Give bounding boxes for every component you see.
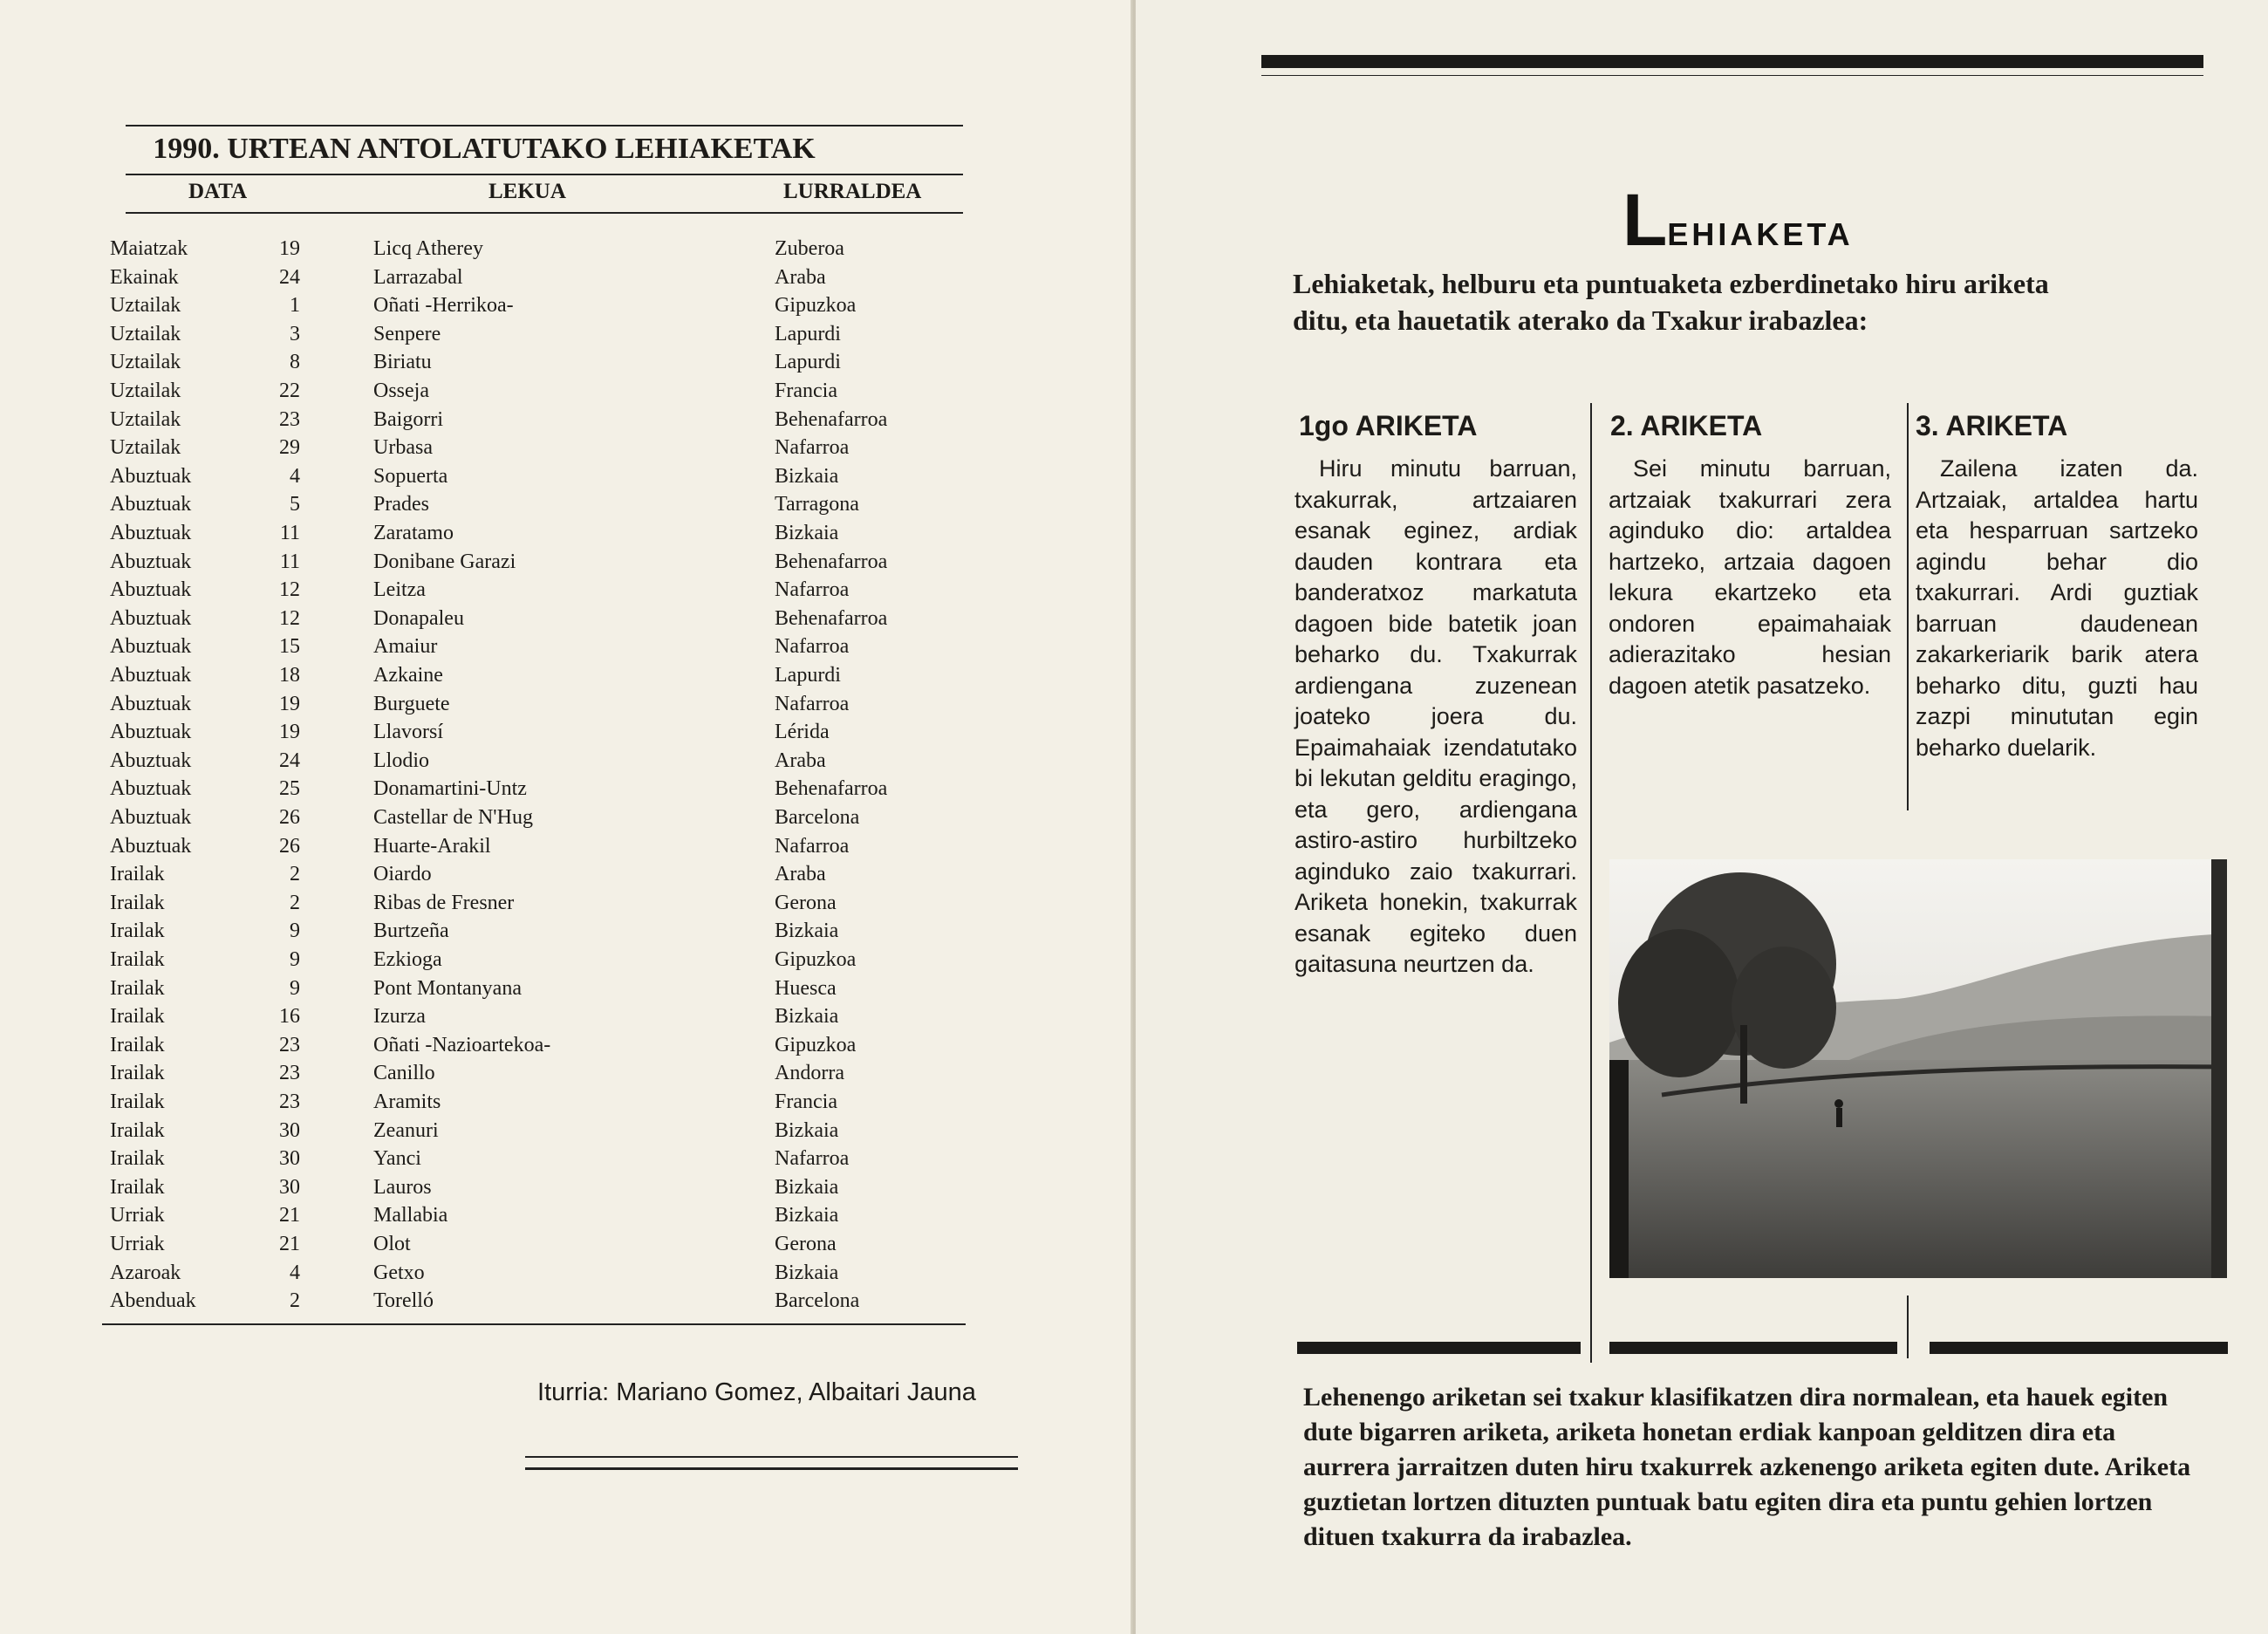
cell-month: Ekainak [110, 266, 179, 289]
cell-place: Senpere [373, 323, 441, 345]
table-row [0, 436, 1003, 464]
exercise-1-body: Hiru minutu barruan, txakurrak, artzaiaren esanak eginez, ardiak dauden kontrara eta banderatxoz markatuta dagoen bide batetik joan beharko du. Txakurrak ardienganа zuzenean joateko joera du. Epaimahaiak izendatutako bi lekutan gelditu eragingo, eta gero, ardiengana astiro-astiro hurbiltzeko aginduko zaio txakurrari. Ariketa honekin, txakurrak esanak egiteko duen gaitasuna neurtzen da. [1295, 455, 1577, 977]
cell-day: 23 [279, 408, 300, 431]
source-rule-1 [525, 1456, 1018, 1458]
cell-month: Irailak [110, 1176, 165, 1199]
cell-place: Lauros [373, 1176, 432, 1199]
cell-month: Urriak [110, 1233, 165, 1255]
cell-day: 1 [290, 294, 300, 317]
cell-day: 4 [290, 465, 300, 488]
table-row [0, 1147, 1003, 1175]
cell-month: Irailak [110, 863, 165, 885]
cell-place: Torelló [373, 1289, 434, 1312]
cell-day: 12 [279, 578, 300, 601]
cell-place: Zaratamo [373, 522, 454, 544]
table-row [0, 522, 1003, 550]
top-heavy-rule [1261, 55, 2203, 68]
exercise-3-body: Zailena izaten da. Artzaiak, artaldea hartu eta hesparruan sartzeko agindu behar dio txakurrari. Ardi guztiak barruan daudenean zakarkeriarik barik atera beharko ditu, guzti hau zazpi minututan egin beharko duelarik. [1916, 455, 2198, 761]
cell-region: Barcelona [775, 1289, 860, 1312]
table-row [0, 777, 1003, 805]
cell-place: Huarte-Arakil [373, 835, 491, 858]
cell-place: Donamartini-Untz [373, 777, 527, 800]
cell-day: 23 [279, 1062, 300, 1084]
table-title: 1990. URTEAN ANTOLATUTAKO LEHIAKETAK [153, 133, 816, 165]
cell-place: Mallabia [373, 1204, 448, 1227]
exercise-3-title: 3. ARIKETA [1916, 410, 2068, 441]
cell-region: Lapurdi [775, 664, 841, 687]
cell-place: Burtzeña [373, 920, 449, 942]
exercise-2-title: 2. ARIKETA [1610, 410, 1763, 441]
cell-month: Uztailak [110, 408, 181, 431]
cell-month: Abuztuak [110, 835, 192, 858]
table-row [0, 1119, 1003, 1147]
bottom-rule-right [1930, 1342, 2228, 1354]
table-row [0, 1289, 1003, 1317]
source-note: Iturria: Mariano Gomez, Albaitari Jauna [537, 1378, 976, 1406]
cell-place: Ribas de Fresner [373, 892, 515, 914]
cell-month: Irailak [110, 1062, 165, 1084]
cell-place: Burguete [373, 693, 450, 715]
cell-place: Llavorsí [373, 721, 443, 743]
cell-month: Irailak [110, 1119, 165, 1142]
table-row [0, 977, 1003, 1005]
table-row [0, 892, 1003, 920]
cell-region: Bizkaia [775, 1204, 839, 1227]
cell-day: 19 [279, 721, 300, 743]
cell-month: Abuztuak [110, 578, 192, 601]
cell-day: 25 [279, 777, 300, 800]
cell-place: Osseja [373, 379, 429, 402]
cell-month: Irailak [110, 892, 165, 914]
cell-month: Abuztuak [110, 550, 192, 573]
cell-place: Oñati -Nazioartekoa- [373, 1034, 551, 1056]
table-row [0, 550, 1003, 578]
cell-place: Pont Montanyana [373, 977, 522, 1000]
cell-day: 2 [290, 892, 300, 914]
table-row [0, 578, 1003, 606]
table-row [0, 948, 1003, 976]
cell-month: Uztailak [110, 323, 181, 345]
cell-day: 26 [279, 835, 300, 858]
cell-region: Araba [775, 863, 826, 885]
cell-place: Canillo [373, 1062, 435, 1084]
table-row [0, 465, 1003, 493]
cell-region: Nafarroa [775, 693, 850, 715]
table-header-rule [126, 212, 963, 214]
bottom-rule-middle [1609, 1342, 1897, 1354]
cell-day: 15 [279, 635, 300, 658]
cell-region: Tarragona [775, 493, 859, 516]
cell-region: Nafarroa [775, 436, 850, 459]
sheepdog-trial-photo [1609, 859, 2227, 1278]
cell-month: Irailak [110, 1034, 165, 1056]
intro-text [1293, 265, 2191, 338]
table-row [0, 635, 1003, 663]
cell-day: 29 [279, 436, 300, 459]
cell-month: Abuztuak [110, 465, 192, 488]
cell-region: Lérida [775, 721, 830, 743]
table-row [0, 749, 1003, 777]
cell-day: 11 [279, 522, 300, 544]
table-row [0, 607, 1003, 635]
cell-month: Irailak [110, 1090, 165, 1113]
section-title-initial: L [1622, 179, 1668, 261]
cell-place: Oñati -Herrikoa- [373, 294, 514, 317]
cell-month: Abuztuak [110, 749, 192, 772]
section-title [1622, 179, 1854, 261]
table-row [0, 1062, 1003, 1090]
cell-place: Amaiur [373, 635, 438, 658]
cell-month: Uztailak [110, 436, 181, 459]
cell-place: Azkaine [373, 664, 443, 687]
section-title-rest: EHIAKETA [1667, 216, 1854, 252]
cell-region: Zuberoa [775, 237, 844, 260]
column-divider-2-lower [1907, 1296, 1909, 1358]
cell-place: Biriatu [373, 351, 432, 373]
cell-day: 21 [279, 1233, 300, 1255]
cell-month: Abuztuak [110, 806, 192, 829]
cell-day: 9 [290, 948, 300, 971]
cell-region: Huesca [775, 977, 837, 1000]
cell-month: Uztailak [110, 351, 181, 373]
table-row [0, 835, 1003, 863]
table-row [0, 323, 1003, 351]
cell-month: Maiatzak [110, 237, 188, 260]
cell-place: Leitza [373, 578, 426, 601]
cell-month: Uztailak [110, 379, 181, 402]
cell-day: 24 [279, 266, 300, 289]
cell-region: Barcelona [775, 806, 860, 829]
cell-day: 26 [279, 806, 300, 829]
cell-region: Gerona [775, 892, 837, 914]
cell-place: Castellar de N'Hug [373, 806, 533, 829]
cell-place: Llodio [373, 749, 429, 772]
table-row [0, 1005, 1003, 1033]
table-row [0, 693, 1003, 721]
cell-region: Bizkaia [775, 1261, 839, 1284]
table-title-rule [126, 174, 963, 175]
cell-day: 9 [290, 920, 300, 942]
cell-month: Abenduak [110, 1289, 196, 1312]
cell-region: Araba [775, 266, 826, 289]
cell-month: Irailak [110, 1005, 165, 1028]
table-row [0, 1233, 1003, 1261]
table-row [0, 1176, 1003, 1204]
cell-region: Francia [775, 379, 837, 402]
top-thin-rule [1261, 75, 2203, 76]
cell-region: Nafarroa [775, 835, 850, 858]
cell-month: Abuztuak [110, 493, 192, 516]
cell-region: Gipuzkoa [775, 1034, 857, 1056]
cell-region: Gipuzkoa [775, 294, 857, 317]
cell-day: 2 [290, 863, 300, 885]
cell-region: Behenafarroa [775, 607, 888, 630]
cell-region: Bizkaia [775, 1176, 839, 1199]
cell-place: Larrazabal [373, 266, 463, 289]
cell-day: 23 [279, 1034, 300, 1056]
cell-region: Behenafarroa [775, 777, 888, 800]
column-header-place: LEKUA [488, 180, 566, 203]
cell-place: Aramits [373, 1090, 441, 1113]
cell-region: Behenafarroa [775, 550, 888, 573]
cell-region: Nafarroa [775, 635, 850, 658]
cell-day: 21 [279, 1204, 300, 1227]
table-row [0, 294, 1003, 322]
table-row [0, 1261, 1003, 1289]
cell-month: Azaroak [110, 1261, 181, 1284]
cell-place: Izurza [373, 1005, 426, 1028]
table-bottom-rule [102, 1323, 966, 1325]
cell-place: Oiardo [373, 863, 432, 885]
table-row [0, 806, 1003, 834]
cell-place: Donapaleu [373, 607, 464, 630]
bottom-rule-left [1297, 1342, 1581, 1354]
table-row [0, 237, 1003, 265]
cell-place: Yanci [373, 1147, 421, 1170]
cell-region: Gipuzkoa [775, 948, 857, 971]
cell-place: Zeanuri [373, 1119, 439, 1142]
cell-month: Abuztuak [110, 777, 192, 800]
cell-place: Prades [373, 493, 429, 516]
exercise-2-body: Sei minutu barruan, artzaiak txakurrari zera aginduko dio: artaldea hartzeko, artzaia dagoen lekura ekartzeko eta ondoren epaimahaiak adierazitako hesian dagoen atetik pasatzeko. [1609, 455, 1891, 699]
cell-day: 18 [279, 664, 300, 687]
cell-day: 16 [279, 1005, 300, 1028]
cell-region: Nafarroa [775, 1147, 850, 1170]
cell-month: Uztailak [110, 294, 181, 317]
cell-place: Urbasa [373, 436, 433, 459]
cell-day: 30 [279, 1176, 300, 1199]
cell-region: Gerona [775, 1233, 837, 1255]
cell-month: Abuztuak [110, 664, 192, 687]
intro-line-1: Lehiaketak, helburu eta puntuaketa ezberdinetako hiru ariketa [1293, 268, 2049, 299]
cell-month: Abuztuak [110, 693, 192, 715]
cell-place: Ezkioga [373, 948, 442, 971]
table-row [0, 721, 1003, 749]
cell-region: Bizkaia [775, 1005, 839, 1028]
cell-region: Lapurdi [775, 351, 841, 373]
source-rule-2 [525, 1467, 1018, 1470]
cell-region: Lapurdi [775, 323, 841, 345]
table-row [0, 1034, 1003, 1062]
cell-month: Abuztuak [110, 522, 192, 544]
cell-region: Bizkaia [775, 522, 839, 544]
cell-day: 12 [279, 607, 300, 630]
cell-region: Francia [775, 1090, 837, 1113]
cell-day: 11 [279, 550, 300, 573]
column-divider-2 [1907, 403, 1909, 810]
cell-place: Licq Atherey [373, 237, 483, 260]
cell-day: 9 [290, 977, 300, 1000]
cell-month: Irailak [110, 1147, 165, 1170]
table-row [0, 379, 1003, 407]
cell-day: 8 [290, 351, 300, 373]
column-divider-1 [1590, 403, 1592, 1363]
cell-month: Irailak [110, 948, 165, 971]
column-header-region: LURRALDEA [783, 180, 922, 203]
cell-place: Getxo [373, 1261, 425, 1284]
cell-month: Urriak [110, 1204, 165, 1227]
cell-region: Behenafarroa [775, 408, 888, 431]
summary-text: Lehenengo ariketan sei txakur klasifikatzen dira normalean, eta hauek egiten dute bigarren ariketa, ariketa honetan erdiak kanpoan gelditzen dira eta aurrera jarraitzen duten hiru txakurrek azkenengo ariketa egiten dute. Ariketa guztietan lortzen dituzten puntuak batu egiten dira eta puntu gehien lortzen dituen txakurra da irabazlea. [1303, 1383, 2191, 1551]
cell-place: Sopuerta [373, 465, 448, 488]
cell-region: Bizkaia [775, 465, 839, 488]
table-row [0, 351, 1003, 379]
cell-day: 22 [279, 379, 300, 402]
cell-day: 19 [279, 693, 300, 715]
cell-day: 3 [290, 323, 300, 345]
cell-month: Abuztuak [110, 635, 192, 658]
cell-month: Abuztuak [110, 721, 192, 743]
table-row [0, 408, 1003, 436]
table-row [0, 664, 1003, 692]
table-top-rule [126, 125, 963, 126]
cell-place: Olot [373, 1233, 411, 1255]
cell-day: 30 [279, 1119, 300, 1142]
cell-region: Bizkaia [775, 920, 839, 942]
table-row [0, 266, 1003, 294]
cell-day: 4 [290, 1261, 300, 1284]
column-header-date: DATA [188, 180, 248, 203]
cell-region: Nafarroa [775, 578, 850, 601]
cell-day: 2 [290, 1289, 300, 1312]
cell-day: 5 [290, 493, 300, 516]
cell-month: Irailak [110, 977, 165, 1000]
cell-day: 19 [279, 237, 300, 260]
table-row [0, 493, 1003, 521]
cell-region: Araba [775, 749, 826, 772]
cell-place: Baigorri [373, 408, 443, 431]
intro-line-2: ditu, eta hauetatik aterako da Txakur irabazlea: [1293, 304, 1868, 336]
table-row [0, 1204, 1003, 1232]
cell-day: 30 [279, 1147, 300, 1170]
table-row [0, 1090, 1003, 1118]
table-row [0, 863, 1003, 891]
exercise-1-title: 1go ARIKETA [1299, 410, 1478, 441]
cell-region: Bizkaia [775, 1119, 839, 1142]
cell-day: 24 [279, 749, 300, 772]
table-row [0, 920, 1003, 947]
cell-month: Irailak [110, 920, 165, 942]
cell-place: Donibane Garazi [373, 550, 516, 573]
cell-day: 23 [279, 1090, 300, 1113]
cell-region: Andorra [775, 1062, 844, 1084]
cell-month: Abuztuak [110, 607, 192, 630]
